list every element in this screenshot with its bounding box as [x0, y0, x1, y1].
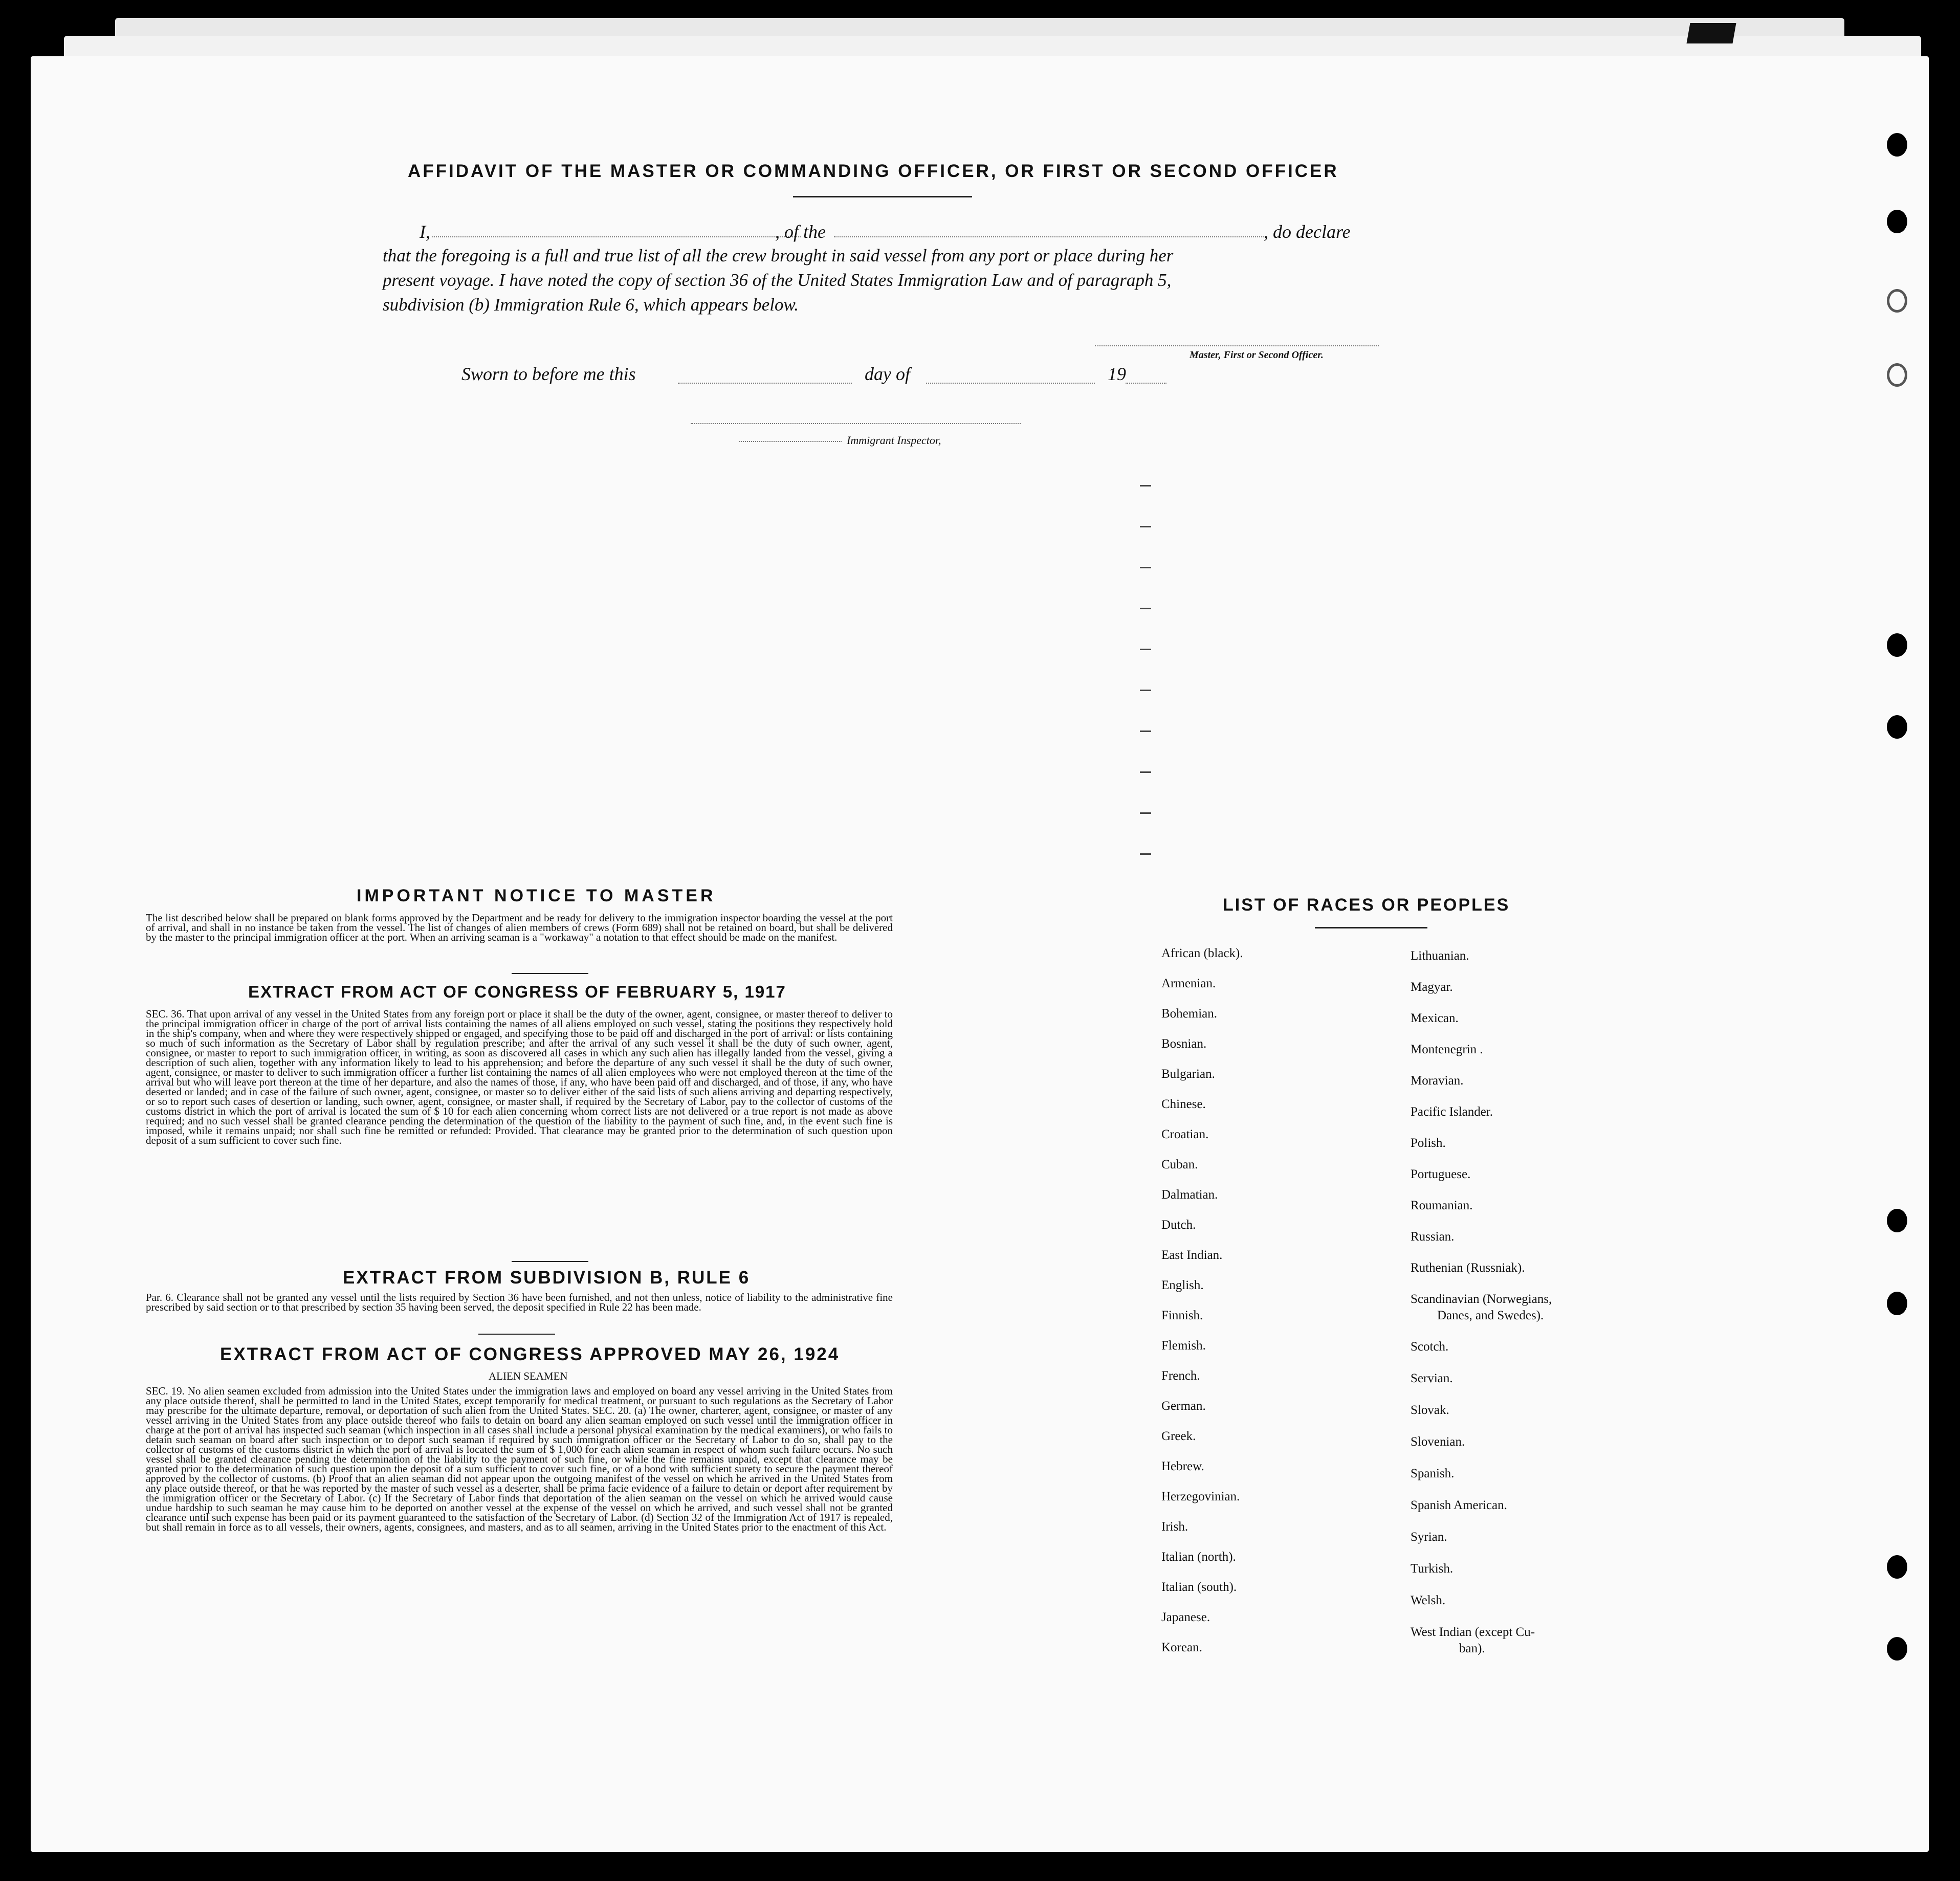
- race-right: Syrian.: [1411, 1530, 1447, 1544]
- race-right: Ruthenian (Russniak).: [1411, 1261, 1525, 1275]
- race-left: Armenian.: [1161, 977, 1216, 990]
- signature-label: Master, First or Second Officer.: [1190, 349, 1324, 361]
- race-left: Irish.: [1161, 1520, 1188, 1534]
- rule-mark: [1140, 690, 1151, 691]
- race-right: Welsh.: [1411, 1594, 1446, 1607]
- rule-mark: [1140, 608, 1151, 609]
- race-right: Slovak.: [1411, 1403, 1449, 1417]
- inspector-label: Immigrant Inspector,: [847, 434, 941, 447]
- race-right: Russian.: [1411, 1230, 1455, 1244]
- race-left: Cuban.: [1161, 1158, 1198, 1171]
- binder-hole: [1887, 715, 1907, 739]
- extract-1924-title: EXTRACT FROM ACT OF CONGRESS APPROVED MAY 26, 1924: [220, 1344, 840, 1364]
- divider: [512, 973, 588, 974]
- notice-body: The list described below shall be prepared on blank forms approved by the Department and be ready for delivery to the immigration inspector boarding the vessel at the port of arrival, and shall in no instance be taken from the vessel. The list of changes of alien members of crews (Form 689) shall not be retained on board, but shall be delivered by the master to the principal immigration officer at the port. When an arriving seaman is a "workaway" a notation to that effect should be made on the manifest.: [146, 912, 893, 943]
- race-left: Korean.: [1161, 1641, 1202, 1654]
- sheet-tab: [1686, 23, 1736, 43]
- affidavit-line3: present voyage. I have noted the copy of section 36 of the United States Immigration Law and of paragraph 5,: [383, 270, 1172, 290]
- sworn-day-blank: [678, 383, 852, 384]
- binder-hole: [1887, 1637, 1907, 1661]
- notice-title: IMPORTANT NOTICE TO MASTER: [357, 886, 716, 905]
- binder-hole: [1887, 1555, 1907, 1579]
- race-right: Portuguese.: [1411, 1167, 1471, 1181]
- inspector-line: [691, 423, 1021, 424]
- binder-hole: [1887, 210, 1907, 233]
- race-left: Finnish.: [1161, 1309, 1203, 1322]
- race-left: East Indian.: [1161, 1248, 1223, 1262]
- race-right: Danes, and Swedes).: [1437, 1309, 1544, 1322]
- binder-hole: [1887, 363, 1907, 387]
- document-page: [31, 56, 1929, 1852]
- extract-1924-body: SEC. 19. No alien seamen excluded from admission into the United States under the immigration laws and employed on board any vessel arriving in the United States from any place outside thereof, shall be permitted to land in the United States, except temporarily for medical treatment, or pursuant to such regulations as the Secretary of Labor may prescribe for the ultimate departure, removal, or deportation of such alien from the United States. SEC. 20. (a) The owner, charterer, agent, consignee, or master of any vessel arriving in the United States from any place outside thereof who fails to detain on board any alien seaman employed on such vessel until the immigration officer in charge at the port of arrival has inspected such seaman (which inspection in all cases shall include a personal physical examination by the medical examiners), or who fails to detain such seaman on board after such inspection or to deport such seaman if required by such immigration officer or the Secretary of Labor to do so, shall pay to the collector of customs of the customs district in which the port of arrival is located the sum of $ 1,000 for each alien seaman in respect of whom such failure occurs. No such vessel shall be granted clearance pending the determination of the liability to the payment of such fine, or while the fine remains unpaid, except that clearance may be granted prior to the determination of such question upon the deposit of a sum sufficient to cover such fine, or of a bond with sufficient surety to secure the payment thereof approved by the collector of customs. (b) Proof that an alien seaman did not appear upon the outgoing manifest of the vessel on which he arrived in the United States from any place outside thereof, or that he was reported by the master of such vessel as a deserter, shall be prima facie evidence of a failure to detain or deport after requirement by the immigration officer or the Secretary of Labor. (c) If the Secretary of Labor finds that deportation of the alien seaman on the vessel on which he arrived would cause undue hardship to such seaman he may cause him to be deported on another vessel at the expense of the vessel on which he arrived, and such vessel shall not be granted clearance until such expense has been paid or its payment guaranteed to the satisfaction of the Secretary of Labor. (d) Section 32 of the Immigration Act of 1917 is repealed, but shall remain in force as to all vessels, their owners, agents, consignees, and masters, and as to all seamen, arriving in the United States prior to the enactment of this Act.: [146, 1385, 893, 1533]
- race-left: Italian (north).: [1161, 1550, 1236, 1564]
- race-left: Italian (south).: [1161, 1580, 1237, 1594]
- race-left: Bosnian.: [1161, 1037, 1207, 1051]
- binder-hole: [1887, 289, 1907, 313]
- race-left: Flemish.: [1161, 1339, 1206, 1353]
- rule-mark: [1140, 853, 1151, 855]
- name-blank: [432, 236, 801, 237]
- month-blank: [926, 383, 1095, 384]
- affidavit-line1-end: , do declare: [1264, 222, 1351, 242]
- race-left: French.: [1161, 1369, 1200, 1383]
- affidavit-of-the: , of the: [775, 222, 826, 242]
- year-prefix: 19: [1108, 364, 1126, 384]
- extract-rule6-title: EXTRACT FROM SUBDIVISION B, RULE 6: [343, 1268, 751, 1288]
- race-left: Herzegovinian.: [1161, 1490, 1240, 1503]
- race-left: Hebrew.: [1161, 1459, 1204, 1473]
- rule-mark: [1140, 812, 1151, 814]
- races-title: LIST OF RACES OR PEOPLES: [1223, 895, 1510, 915]
- divider: [512, 1261, 588, 1262]
- affidavit-line2: that the foregoing is a full and true list of all the crew brought in said vessel from any port or place during her: [383, 246, 1174, 265]
- race-left: Chinese.: [1161, 1097, 1206, 1111]
- race-right: Magyar.: [1411, 980, 1453, 994]
- race-left: Croatian.: [1161, 1127, 1209, 1141]
- race-right: Roumanian.: [1411, 1199, 1473, 1212]
- affidavit-line4: subdivision (b) Immigration Rule 6, which appears below.: [383, 295, 799, 315]
- title-underline: [793, 196, 972, 197]
- extract-rule6-body: Par. 6. Clearance shall not be granted any vessel until the lists required by Section 36 have been furnished, and not then unless, notice of liability to the administrative fine prescribed by said section or to that prescribed by section 35 having been served, the deposit specified in Rule 22 has been made.: [146, 1291, 893, 1313]
- rule-mark: [1140, 567, 1151, 568]
- race-right: Montenegrin .: [1411, 1043, 1483, 1056]
- race-left: English.: [1161, 1278, 1204, 1292]
- race-right: Servian.: [1411, 1371, 1453, 1385]
- race-right: Moravian.: [1411, 1074, 1464, 1088]
- rule-mark: [1140, 731, 1151, 732]
- alien-seamen-subtitle: ALIEN SEAMEN: [489, 1370, 568, 1382]
- divider: [478, 1334, 555, 1335]
- race-right: Spanish American.: [1411, 1498, 1507, 1512]
- race-left: Dalmatian.: [1161, 1188, 1218, 1202]
- year-blank: [1126, 383, 1166, 384]
- day-of-text: day of: [865, 364, 910, 384]
- race-right: Scandinavian (Norwegians,: [1411, 1292, 1552, 1306]
- race-right: ban).: [1459, 1642, 1485, 1655]
- race-right: Turkish.: [1411, 1562, 1454, 1576]
- race-left: Japanese.: [1161, 1610, 1210, 1624]
- race-left: African (black).: [1161, 946, 1243, 960]
- binder-hole: [1887, 633, 1907, 657]
- sworn-text: Sworn to before me this: [461, 364, 636, 384]
- signature-line: [1095, 345, 1379, 346]
- rule-mark: [1140, 771, 1151, 773]
- race-right: Polish.: [1411, 1136, 1446, 1150]
- binder-hole: [1887, 1209, 1907, 1232]
- race-left: Greek.: [1161, 1429, 1196, 1443]
- inspector-line-2: [739, 441, 842, 442]
- race-left: German.: [1161, 1399, 1206, 1413]
- race-left: Dutch.: [1161, 1218, 1196, 1232]
- race-right: Scotch.: [1411, 1340, 1449, 1354]
- rule-mark: [1140, 649, 1151, 650]
- affidavit-line1-start: I,: [420, 222, 430, 242]
- race-right: Pacific Islander.: [1411, 1105, 1493, 1119]
- extract-1917-title: EXTRACT FROM ACT OF CONGRESS OF FEBRUARY 5, 1917: [248, 982, 786, 1001]
- rule-mark: [1140, 526, 1151, 527]
- extract-1917-body: SEC. 36. That upon arrival of any vessel in the United States from any foreign port or place it shall be the duty of the owner, agent, consignee, or master thereof to deliver to the principal immigration officer in charge of the port of arrival lists containing the names of all aliens employed on such vessel, stating the positions they respectively hold in the ship's company, when and where they were respectively shipped or engaged, and specifying those to be paid off and discharged in the port of arrival: or lists containing so much of such information as the Secretary of Labor shall by regulation prescribe; and after the arrival of any such vessel it shall be the duty of such owner, agent, consignee, or master to report to such immigration officer, in writing, as soon as discovered all cases in which any such alien has illegally landed from the vessel, giving a description of such alien, together with any information likely to lead to his apprehension; and before the departure of any such vessel it shall be the duty of such owner, agent, consignee, or master to deliver to such immigration officer a further list containing the names of all alien employees who were not employed thereon at the time of the arrival but who will leave port thereon at the time of her departure, and also the names of those, if any, who have been paid off and discharged, and of those, if any, who have deserted or landed; and in case of the failure of such owner, agent, consignee, or master so to deliver either of the said lists of such aliens arriving and departing respectively, or so to report such cases of desertion or landing, such owner, agent, consignee, or master shall, if required by the Secretary of Labor, pay to the collector of customs of the customs district in which the port of arrival is located the sum of $ 10 for each alien concerning whom correct lists are not delivered or a true report is not made as above required; and no such vessel shall be granted clearance pending the determination of the question of the liability to the payment of such fine, and, in the event such fine is imposed, while it remains unpaid; nor shall such fine be remitted or refunded: Provided. That clearance may be granted prior to the determination of such question upon deposit of a sum sufficient to cover such fine.: [146, 1008, 893, 1146]
- race-left: Bulgarian.: [1161, 1067, 1215, 1081]
- binder-hole: [1887, 133, 1907, 157]
- binder-hole: [1887, 1292, 1907, 1315]
- race-left: Bohemian.: [1161, 1007, 1218, 1021]
- race-right: Slovenian.: [1411, 1435, 1465, 1449]
- race-right: Lithuanian.: [1411, 949, 1469, 963]
- vessel-blank: [834, 236, 1264, 237]
- affidavit-title: AFFIDAVIT OF THE MASTER OR COMMANDING OFFICER, OR FIRST OR SECOND OFFICER: [408, 161, 1339, 181]
- races-underline: [1315, 927, 1427, 928]
- race-right: West Indian (except Cu-: [1411, 1625, 1535, 1639]
- rule-mark: [1140, 485, 1151, 486]
- race-right: Mexican.: [1411, 1011, 1459, 1025]
- race-right: Spanish.: [1411, 1467, 1455, 1480]
